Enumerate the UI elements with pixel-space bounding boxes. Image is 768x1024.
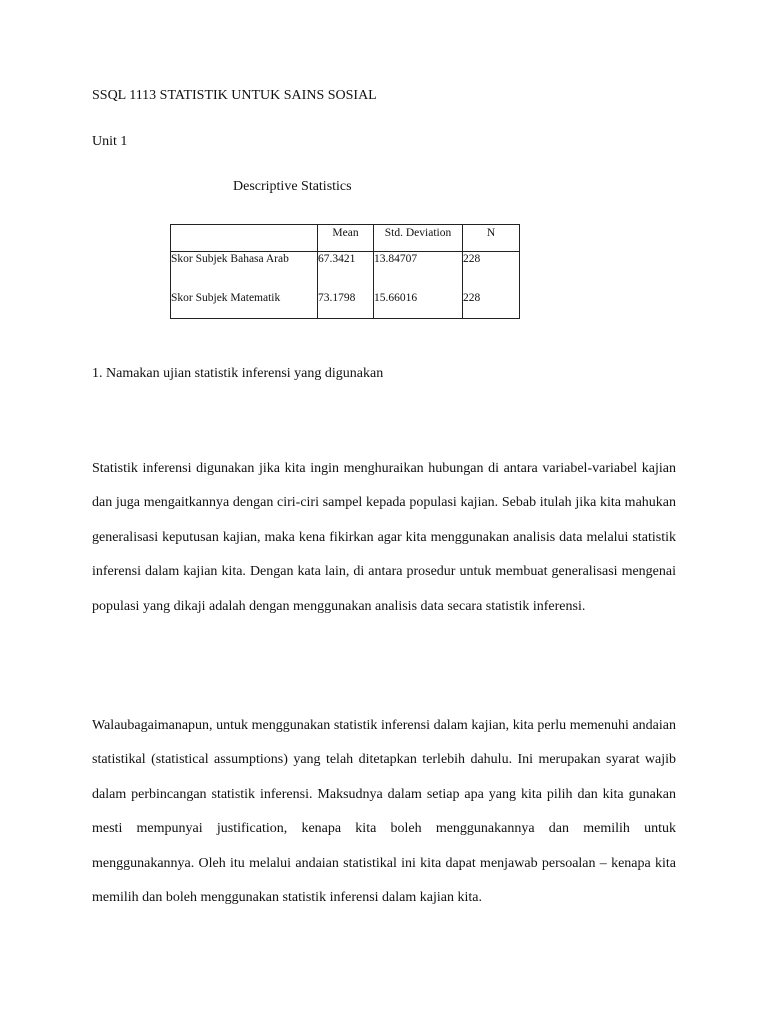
n-matematik: 228 — [463, 292, 481, 304]
n-values-cell — [463, 252, 520, 319]
header-cell-mean: Mean — [318, 225, 374, 252]
table-header-row — [171, 225, 520, 252]
header-cell-std-deviation: Std. Deviation — [374, 225, 463, 252]
paragraph-2: Walaubagaimanapun, untuk menggunakan statistik inferensi dalam kajian, kita perlu memenuhi andaian statistikal (statistical assumptions) yang telah ditetapkan terlebih dahulu. Ini merupakan syarat wajib dalam perbincangan statistik inferensi. Maksudnya dalam setiap apa yang kita pilih dan kita gunakan mesti mempunyai justification, kenapa kita boleh menggunakannya dan memilih untuk menggunakannya. Oleh itu melalui andaian statistikal ini kita dapat menjawab persoalan – kenapa kita memilih dan boleh menggunakan statistik inferensi dalam kajian kita. — [92, 718, 676, 906]
mean-values-cell — [318, 252, 374, 319]
header-cell-n: N — [463, 225, 520, 252]
unit-label: Unit 1 — [92, 134, 128, 149]
paragraph-1: Statistik inferensi digunakan jika kita ingin menghuraikan hubungan di antara variabel-variabel kajian dan juga mengaitkannya dengan ciri-ciri sampel kepada populasi kajian. Sebab itulah jika kita mahukan generalisasi keputusan kajian, maka kena fikirkan agar kita menggunakan analisis data melalui statistik inferensi dalam kajian kita. Dengan kata lain, di antara prosedur untuk membuat generalisasi mengenai populasi yang dikaji adalah dengan menggunakan analisis data secara statistik inferensi. — [92, 461, 676, 614]
sd-values-cell — [374, 252, 463, 319]
sd-bahasa-arab: 13.84707 — [374, 253, 418, 265]
descriptive-statistics-table — [170, 224, 520, 319]
n-bahasa-arab: 228 — [463, 253, 481, 265]
document-title: SSQL 1113 STATISTIK UNTUK SAINS SOSIAL — [92, 88, 377, 103]
table-body-row — [171, 252, 520, 319]
sd-matematik: 15.66016 — [374, 292, 418, 304]
variable-labels-cell — [171, 252, 318, 319]
row-label-bahasa-arab: Skor Subjek Bahasa Arab — [171, 253, 289, 265]
mean-matematik: 73.1798 — [318, 292, 356, 304]
mean-bahasa-arab: 67.3421 — [318, 253, 356, 265]
question-1: 1. Namakan ujian statistik inferensi yang digunakan — [92, 366, 384, 381]
row-label-matematik: Skor Subjek Matematik — [171, 292, 281, 304]
header-cell-empty — [171, 225, 318, 252]
table-caption: Descriptive Statistics — [233, 179, 352, 194]
